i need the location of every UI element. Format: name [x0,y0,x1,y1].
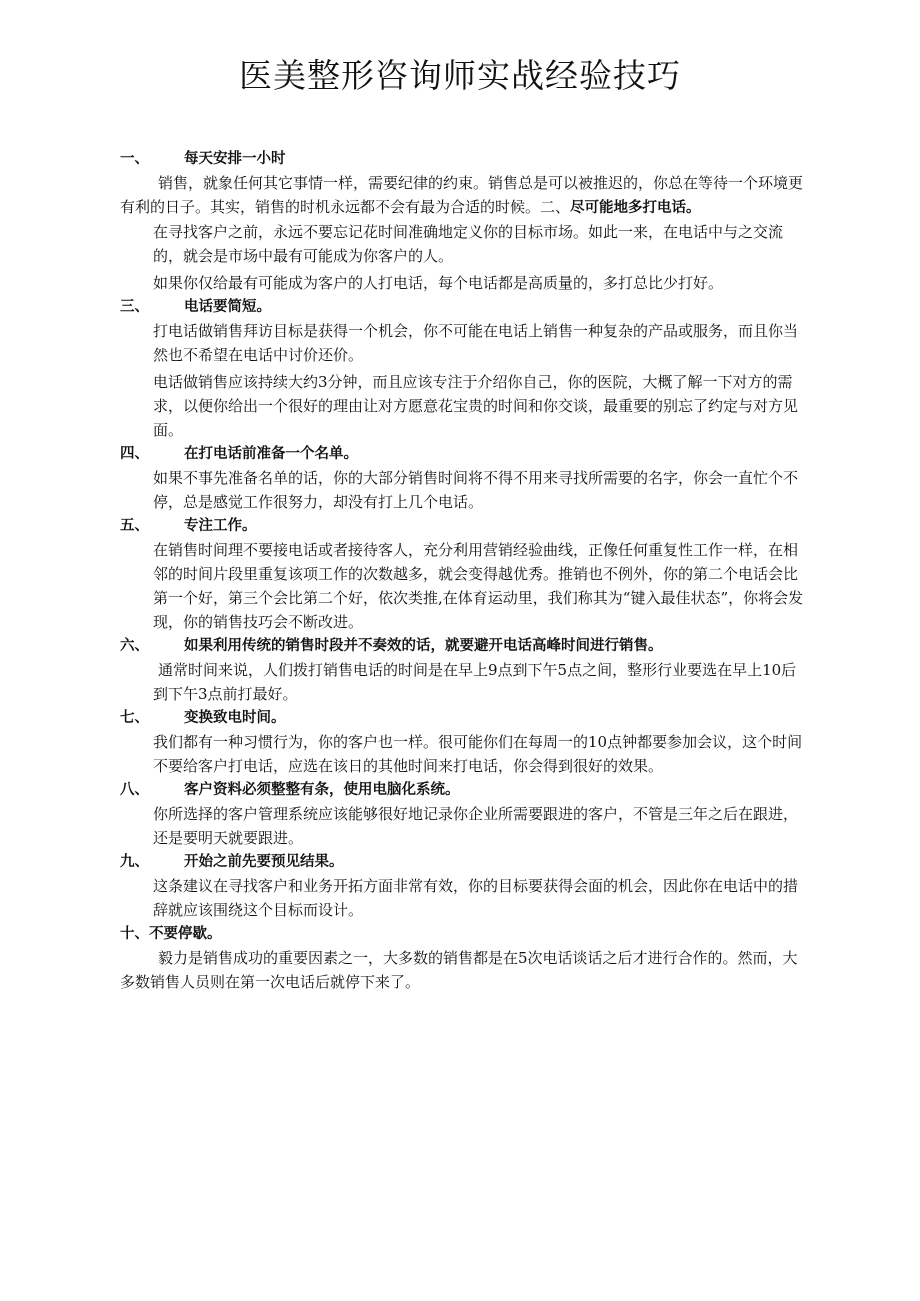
section-number: 五、 [120,518,149,534]
section-number: 八、 [120,782,149,798]
section-heading [120,706,808,730]
section-number: 十、 [120,926,149,942]
section-title: 在打电话前准备一个名单。 [184,446,358,462]
section-8 [120,778,808,850]
section-6 [120,634,808,706]
paragraph: 在销售时间理不要接电话或者接待客人，充分利用营销经验曲线，正像任何重复性工作一样，在相邻的时间片段里重复该项工作的次数越多，就会变得越优秀。推销也不例外，你的第二个电话会比第一个好，第三个会比第二个好，依次类推,在体育运动里，我们称其为“键入最佳状态”，你将会发现，你的销售技巧会不断改进。 [153,541,804,631]
paragraph [120,171,808,220]
page-title: 医美整形咨询师实战经验技巧 [239,56,681,95]
section-1 [120,147,808,220]
section-3 [120,295,808,442]
section-number: 七、 [120,710,149,726]
section-4 [120,442,808,514]
paragraph: 在寻找客户之前，永远不要忘记花时间准确地定义你的目标市场。如此一来，在电话中与之交流的，就会是市场中最有可能成为你客户的人。 [153,223,784,265]
section-heading [120,147,808,171]
section-heading [120,922,808,946]
paragraph: 这条建议在寻找客户和业务开拓方面非常有效，你的目标要获得会面的机会，因此你在电话中的措辞就应该围绕这个目标而设计。 [153,877,799,919]
section-number: 三、 [120,299,149,315]
section-number: 六、 [120,638,149,654]
paragraph-text: 销售，就象任何其它事情一样，需要纪律的约束。销售总是可以被推迟的，你总在等待一个环境更有利的日子。其实，销售的时机永远都不会有最为合适的时候。二、 [120,174,804,216]
section-2 [120,220,808,295]
section-title: 客户资料必须整整有条，使用电脑化系统。 [184,782,460,798]
paragraph: 打电话做销售拜访目标是获得一个机会，你不可能在电话上销售一种复杂的产品或服务，而且你当然也不希望在电话中讨价还价。 [153,322,799,364]
section-heading [120,778,808,802]
section-title: 不要停歇。 [149,926,222,942]
paragraph: 如果你仅给最有可能成为客户的人打电话，每个电话都是高质量的，多打总比少打好。 [153,274,724,292]
section-title: 电话要简短。 [184,299,271,315]
paragraph: 你所选择的客户管理系统应该能够很好地记录你企业所需要跟进的客户，不管是三年之后在跟进，还是要明天就要跟进。 [153,805,799,847]
section-7 [120,706,808,778]
section-heading [120,634,808,658]
section-2-heading-inline: 尽可能地多打电话。 [570,200,701,216]
section-number: 九、 [120,854,149,870]
paragraph: 电话做销售应该持续大约3分钟，而且应该专注于介绍你自己，你的医院，大概了解一下对方的需求，以便你给出一个很好的理由让对方愿意花宝贵的时间和你交谈，最重要的别忘了约定与对方见面。 [153,373,799,439]
section-number: 一、 [120,151,149,167]
paragraph: 通常时间来说，人们拨打销售电话的时间是在早上9点到下午5点之间，整形行业要选在早上10后到下午3点前打最好。 [153,661,797,703]
section-number: 四、 [120,446,149,462]
section-title: 专注工作。 [184,518,257,534]
section-heading [120,295,808,319]
section-heading [120,514,808,538]
section-9 [120,850,808,922]
paragraph: 如果不事先准备名单的话，你的大部分销售时间将不得不用来寻找所需要的名字，你会一直忙个不停，总是感觉工作很努力，却没有打上几个电话。 [153,469,799,511]
section-title: 变换致电时间。 [184,710,286,726]
document-body [120,147,808,994]
section-title: 每天安排一小时 [184,151,286,167]
section-title: 如果利用传统的销售时段并不奏效的话，就要避开电话高峰时间进行销售。 [184,638,663,654]
section-heading [120,850,808,874]
section-5 [120,514,808,634]
section-heading [120,442,808,466]
paragraph: 毅力是销售成功的重要因素之一，大多数的销售都是在5次电话谈话之后才进行合作的。然而，大多数销售人员则在第一次电话后就停下来了。 [120,949,798,991]
paragraph: 我们都有一种习惯行为，你的客户也一样。很可能你们在每周一的10点钟都要参加会议，这个时间不要给客户打电话，应选在该日的其他时间来打电话，你会得到很好的效果。 [153,733,803,775]
section-title: 开始之前先要预见结果。 [184,854,344,870]
section-10 [120,922,808,994]
